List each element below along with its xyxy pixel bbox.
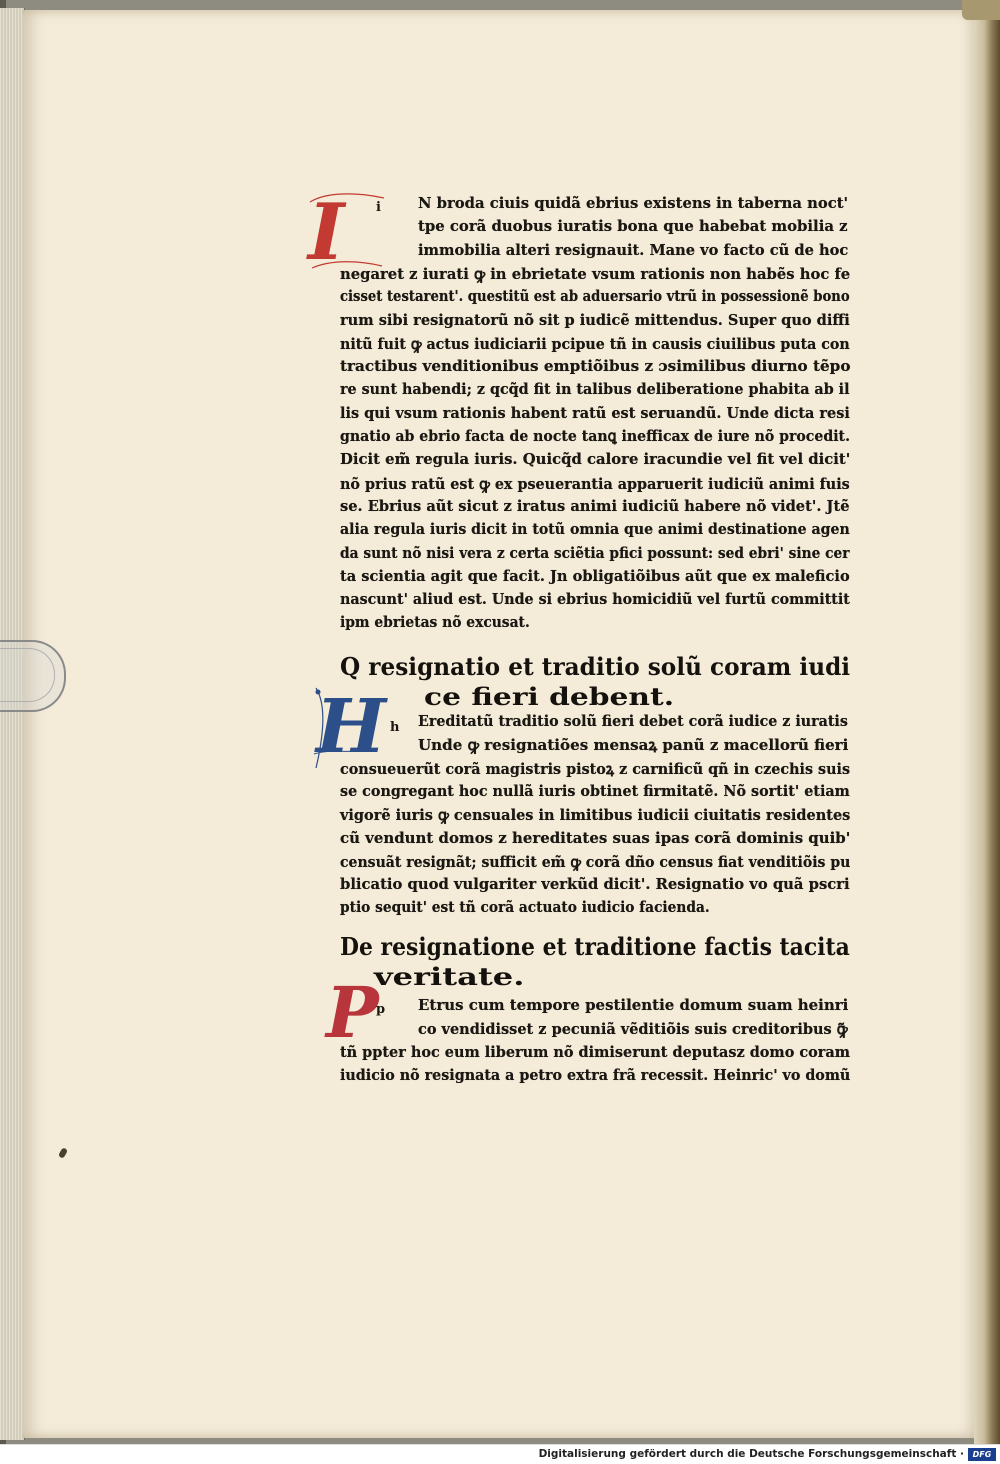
text-line: gnatio ab ebrio facta de nocte tanꝗ inefficax de iure nõ procedit.: [340, 427, 850, 445]
text-line: censuãt resignãt; sufficit em̃ ꝙ corã dño census fiat venditiõis pu: [340, 852, 851, 871]
text-line: N broda ciuis quidã ebrius existens in taberna noct': [418, 194, 849, 212]
text-line: ipm ebrietas nõ excusat.: [340, 613, 530, 632]
footer-bar: [0, 1444, 1000, 1464]
text-line: cisset testarent'. questitũ est ab aduersario vtrũ in possessionẽ bono: [340, 287, 850, 306]
text-line: tñ ppter hoc eum liberum nõ dimiserunt deputasz domo coram: [340, 1042, 850, 1061]
heading-line: De resignatione et traditione factis tacita: [340, 932, 850, 961]
guide-letter: p: [376, 1002, 386, 1017]
dfg-logo: DFG: [968, 1448, 996, 1461]
funding-credit: Digitalisierung gefördert durch die Deutsche Forschungsgemeinschaft ·: [538, 1448, 964, 1460]
heading-line: veritate.: [374, 962, 525, 991]
text-line: se congregant hoc nullã iuris obtinet firmitatẽ. Nõ sortit' etiam: [340, 781, 850, 800]
text-column: [308, 187, 851, 1105]
text-line: immobilia alteri resignauit. Mane vo facto cũ de hoc: [418, 240, 849, 259]
text-line: rum sibi resignatorũ nõ sit p iudicẽ mittendus. Super quo diffi: [340, 310, 850, 329]
text-line: Etrus cum tempore pestilentie domum suam heinri: [418, 996, 849, 1014]
binding-corner: [962, 0, 1000, 20]
text-line: cũ vendunt domos z hereditates suas ipas corã dominis quib': [340, 828, 851, 847]
text-line: co vendidisset z pecuniã vẽditiõis suis creditoribus ꝙ̃: [418, 1020, 848, 1039]
text-line: consueuerũt corã magistris pistoꝝ z carnificũ qñ in czechis suis: [340, 759, 851, 778]
text-line: nitũ fuit ꝙ actus iudiciarii pcipue tñ in causis ciuilibus puta con: [340, 334, 850, 353]
heading-line: ce fieri debent.: [424, 682, 675, 711]
text-line: Dicit em̃ regula iuris. Quicq̃d calore iracundie vel fit vel dicit': [340, 450, 851, 469]
text-line: nõ prius ratũ est ꝙ ex pseuerantia apparuerit iudiciũ animi fuis: [340, 474, 850, 493]
text-line: negaret z iurati ꝙ in ebrietate vsum rationis non habẽs hoc fe: [340, 264, 851, 283]
guide-letter: h: [390, 720, 400, 735]
book-spine-edge: [974, 0, 1000, 1444]
text-line: nascunt' aliud est. Unde si ebrius homicidiũ vel furtũ committit: [340, 590, 850, 609]
text-line: re sunt habendi; z qcq̃d fit in talibus deliberatione phabita ab il: [340, 380, 850, 399]
text-line: tractibus venditionibus emptiõibus z ɔsimilibus diurno tẽpo: [340, 357, 851, 376]
text-line: Ereditatũ traditio solũ fieri debet corã iudice z iuratis: [418, 712, 848, 730]
text-line: iudicio nõ resignata a petro extra frã recessit. Heinric' vo domũ: [340, 1065, 851, 1084]
text-line: da sunt nõ nisi vera z certa sciẽtia pfici possunt: sed ebri' sine cer: [340, 543, 850, 562]
text-line: se. Ebrius aũt sicut z iratus animi iudiciũ habere nõ videt'. Jtẽ: [340, 496, 850, 515]
initial-letter-h: H: [316, 684, 386, 770]
initial-letter-i: I: [308, 187, 345, 278]
guide-letter: i: [376, 200, 381, 215]
text-line: vigorẽ iuris ꝙ censuales in limitibus iudicii ciuitatis residentes: [340, 806, 851, 825]
initial-letter-p: P: [326, 971, 379, 1054]
heading-line: Q resignatio et traditio solũ coram iudi: [340, 652, 851, 681]
text-line: Unde ꝙ resignatiões mensaꝝ panũ z macellorũ fieri: [418, 736, 849, 755]
clasp-strap-inner: [0, 648, 55, 702]
text-line: ta scientia agit que facit. Jn obligatiõibus aũt que ex maleficio: [340, 566, 850, 585]
text-line: alia regula iuris dicit in totũ omnia que animi destinatione agen: [340, 520, 850, 539]
text-line: blicatio quod vulgariter verkũd dicit'. Resignatio vo quã pscri: [340, 875, 850, 894]
text-line: lis qui vsum rationis habent ratũ est seruandũ. Unde dicta resi: [340, 403, 850, 422]
text-line: ptio sequit' est tñ corã actuato iudicio facienda.: [340, 898, 710, 917]
text-line: tpe corã duobus iuratis bona que habebat mobilia z: [418, 217, 848, 236]
